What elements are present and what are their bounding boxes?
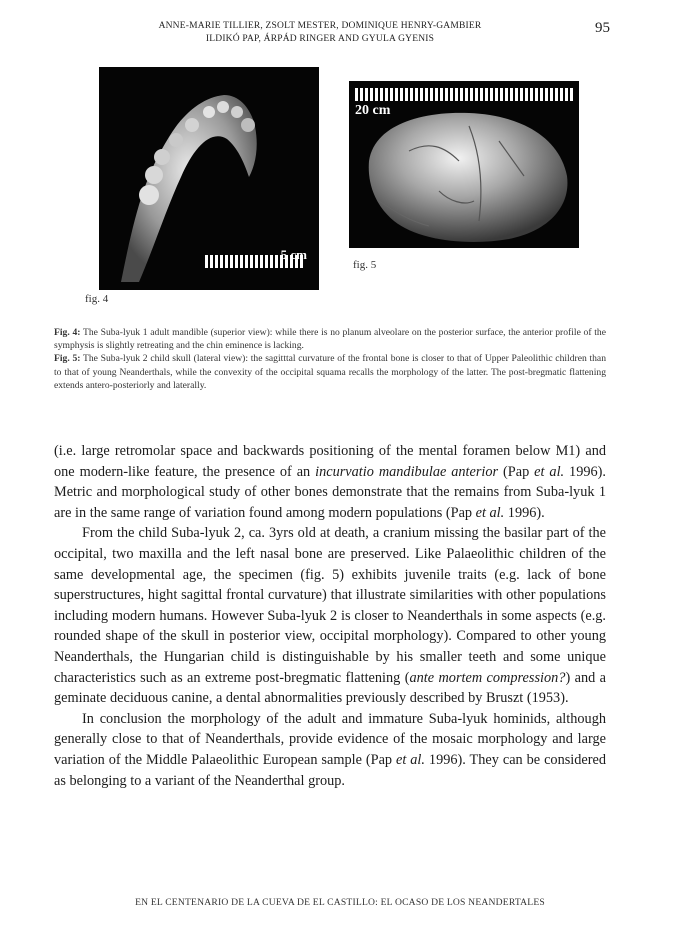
scale-label-fig5: 20 cm (355, 103, 391, 118)
caption-fig5-lead: Fig. 5: (54, 353, 81, 365)
caption-fig5 (54, 352, 606, 392)
figure-captions (54, 326, 606, 392)
p1-text-d: 1996). (504, 504, 545, 521)
p2-text-b: ) and a geminate deciduous canine, a dental abnormalities previously described by Bruszt (1953). (54, 669, 606, 707)
p3-text-a: In conclusion the morphology of the adult and immature Suba-lyuk hominids, although generally close to that of Neanderthals, provide evidence of the mosaic morphology and large variation of the Middle Palaeolithic European sample (Pap (54, 710, 606, 768)
paragraph-2 (54, 523, 606, 708)
p3-text-b: 1996). They can be considered as belonging to a variant of the Neanderthal group. (54, 751, 607, 789)
p1-italic-2: et al. (534, 463, 565, 480)
caption-fig4 (54, 326, 606, 352)
figure-4-label: fig. 4 (85, 293, 109, 305)
running-header (60, 20, 580, 46)
header-authors-line1: ANNE-MARIE TILLIER, ZSOLT MESTER, DOMINIQUE HENRY-GAMBIER (158, 21, 482, 31)
p1-text-c: 1996). Metric and morphological study of other bones demonstrate that the remains from Suba-lyuk 1 are in the same range of variation found among modern populations (Pap (54, 463, 606, 521)
running-footer: EN EL CENTENARIO DE LA CUEVA DE EL CASTILLO: EL OCASO DE LOS NEANDERTALES (135, 897, 545, 908)
p1-italic-1: incurvatio mandibulae anterior (315, 463, 499, 480)
caption-fig5-text: The Suba-lyuk 2 child skull (lateral view): the sagitttal curvature of the frontal bone is closer to that of Upper Paleolithic children than to that of young Neanderthals, while the convexity of the occipital squama recalls the morphology of the latter. The post-bregmatic flattening extends antero-posteriorly and laterally. (54, 353, 606, 391)
p1-italic-3: et al. (475, 504, 505, 521)
caption-fig4-lead: Fig. 4: (54, 327, 81, 338)
page-number: 95 (595, 20, 610, 36)
body-text (54, 441, 606, 791)
p1-text-b: (Pap (498, 463, 535, 480)
p1-text-a: (i.e. large retromolar space and backwards positioning of the mental foramen below M1) and one modern-like feature, the presence of an (54, 443, 606, 480)
scale-ruler-fig5 (355, 88, 573, 101)
p3-italic-1: et al. (396, 751, 425, 768)
figure-5-label: fig. 5 (353, 259, 377, 271)
p2-italic-1: ante mortem compression? (409, 669, 566, 686)
paragraph-3 (54, 709, 606, 791)
figure-5-skull-photo (349, 81, 579, 248)
p2-text-a: From the child Suba-lyuk 2, ca. 3yrs old at death, a cranium missing the basilar part of the occipital, two maxilla and the left nasal bone are preserved. Like Palaeolithic children of the same developmental age, the specimen (fig. 5) exhibits juvenile traits (e.g. lack of bone superstructures, hight sagittal frontal curvature) that illustrate similarities with other populations including modern humans. However Suba-lyuk 2 is closer to Neanderthals in some aspects (e.g. rounded shape of the skull in posterior view, occipital morphology). Compared to other young Neanderthals, the Hungarian child is distinguishable by his smaller teeth and some unique characteristics such as an extreme post-bregmatic flattening ( (54, 525, 606, 686)
paragraph-1 (54, 441, 606, 523)
scale-label-fig4: 5 cm (280, 247, 307, 262)
caption-fig4-text: The Suba-lyuk 1 adult mandible (superior view): while there is no planum alveolare on the posterior surface, the anterior profile of the symphysis is slightly retreating and the chin eminence is lacking. (54, 327, 606, 352)
figure-4-mandible-photo (99, 67, 319, 290)
header-authors-line2: ILDIKÓ PAP, ÁRPÁD RINGER AND GYULA GYENIS (205, 34, 435, 44)
